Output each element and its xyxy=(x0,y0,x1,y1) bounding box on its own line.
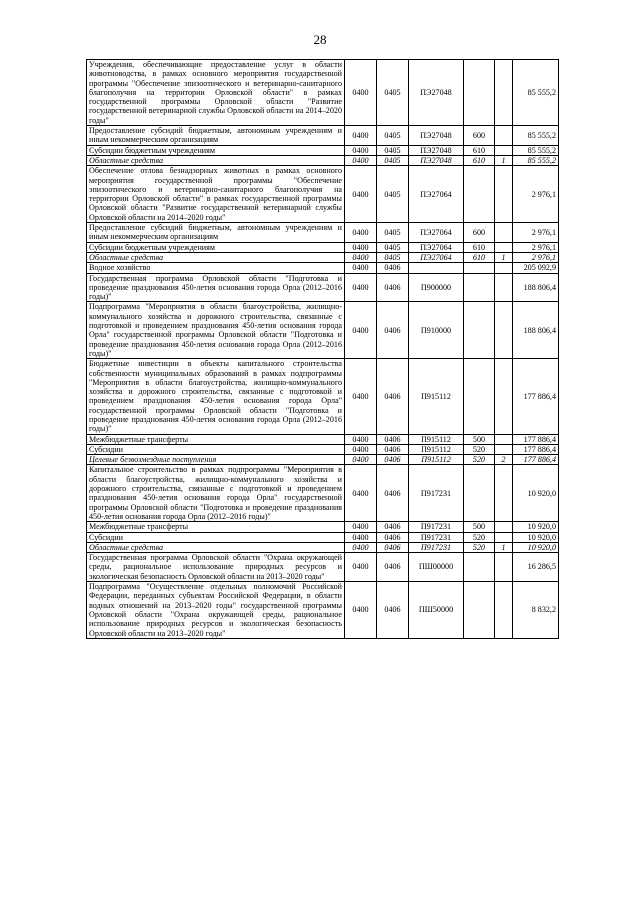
table-row xyxy=(87,582,559,639)
row-name: Государственная программа Орловской области "Охрана окружающей среды, рациональное использование природных ресурсов и экологическая безопасность Орловской области на 2013–2020 годы" xyxy=(87,553,345,582)
row-amount: 2 976,1 xyxy=(513,252,559,262)
row-source xyxy=(495,359,513,434)
table-row xyxy=(87,302,559,359)
row-expense-type: 520 xyxy=(464,455,495,465)
row-expense-type xyxy=(464,60,495,126)
table-body xyxy=(87,60,559,639)
table-row xyxy=(87,542,559,552)
budget-table xyxy=(86,59,559,639)
row-name: Предоставление субсидий бюджетным, автономным учреждениям и иным некоммерческим организациям xyxy=(87,223,345,243)
row-name: Межбюджетные трансферты xyxy=(87,522,345,532)
table-row xyxy=(87,532,559,542)
row-amount: 2 976,1 xyxy=(513,242,559,252)
row-name: Субсидии xyxy=(87,444,345,454)
row-source xyxy=(495,60,513,126)
row-name: Областные средства xyxy=(87,542,345,552)
row-name: Учреждения, обеспечивающие предоставление услуг в области животноводства, в рамках основного мероприятия государственной программы "Обеспечение эпизоотического и ветеринарно-санитарного благополучия на территории Орловской области" в рамках государственной программы Орловской области "Развитие государственной ветеринарной службы Орловской области на 2014–2020 годы" xyxy=(87,60,345,126)
row-name: Областные средства xyxy=(87,252,345,262)
row-expense-type xyxy=(464,359,495,434)
row-section: 0400 xyxy=(345,223,377,243)
row-target-article: ПЭ27064 xyxy=(409,223,464,243)
row-target-article xyxy=(409,263,464,273)
row-target-article: П910000 xyxy=(409,302,464,359)
row-source xyxy=(495,582,513,639)
row-subsection: 0405 xyxy=(377,242,409,252)
row-target-article: П917231 xyxy=(409,522,464,532)
table-row xyxy=(87,359,559,434)
row-source xyxy=(495,465,513,522)
row-source xyxy=(495,522,513,532)
row-expense-type xyxy=(464,166,495,223)
row-name: Государственная программа Орловской области "Подготовка и проведение празднования 450-летия основания города Орла (2012–2016 годы)" xyxy=(87,273,345,302)
row-section: 0400 xyxy=(345,542,377,552)
row-expense-type: 500 xyxy=(464,434,495,444)
row-expense-type xyxy=(464,465,495,522)
row-name: Субсидии xyxy=(87,532,345,542)
row-amount: 2 976,1 xyxy=(513,166,559,223)
row-source xyxy=(495,145,513,155)
row-target-article: ПЭ27064 xyxy=(409,252,464,262)
row-expense-type xyxy=(464,273,495,302)
row-target-article: П915112 xyxy=(409,434,464,444)
row-amount: 10 920,0 xyxy=(513,522,559,532)
row-target-article: ПЭ27048 xyxy=(409,126,464,146)
row-target-article: ПЭ27048 xyxy=(409,145,464,155)
row-name: Водное хозяйство xyxy=(87,263,345,273)
row-source xyxy=(495,126,513,146)
row-source xyxy=(495,532,513,542)
row-expense-type: 600 xyxy=(464,126,495,146)
row-amount: 10 920,0 xyxy=(513,532,559,542)
table-row xyxy=(87,242,559,252)
row-amount: 188 806,4 xyxy=(513,273,559,302)
row-expense-type: 520 xyxy=(464,542,495,552)
row-subsection: 0406 xyxy=(377,522,409,532)
row-subsection: 0406 xyxy=(377,434,409,444)
row-expense-type: 610 xyxy=(464,145,495,155)
row-section: 0400 xyxy=(345,263,377,273)
row-source xyxy=(495,302,513,359)
row-subsection: 0406 xyxy=(377,263,409,273)
row-subsection: 0406 xyxy=(377,359,409,434)
row-subsection: 0405 xyxy=(377,166,409,223)
row-subsection: 0406 xyxy=(377,455,409,465)
row-source xyxy=(495,242,513,252)
row-target-article: П900000 xyxy=(409,273,464,302)
row-section: 0400 xyxy=(345,166,377,223)
row-target-article: ПЭ27064 xyxy=(409,166,464,223)
row-expense-type xyxy=(464,263,495,273)
table-row xyxy=(87,60,559,126)
row-expense-type xyxy=(464,302,495,359)
row-subsection: 0405 xyxy=(377,145,409,155)
row-target-article: ПШ00000 xyxy=(409,553,464,582)
row-subsection: 0405 xyxy=(377,223,409,243)
row-amount: 2 976,1 xyxy=(513,223,559,243)
row-target-article: ПЭ27064 xyxy=(409,242,464,252)
row-target-article: ПЭ27048 xyxy=(409,60,464,126)
row-expense-type: 500 xyxy=(464,522,495,532)
row-section: 0400 xyxy=(345,126,377,146)
row-expense-type: 610 xyxy=(464,155,495,165)
row-target-article: П917231 xyxy=(409,542,464,552)
row-amount: 85 555,2 xyxy=(513,60,559,126)
row-amount: 177 886,4 xyxy=(513,444,559,454)
row-expense-type xyxy=(464,553,495,582)
row-section: 0400 xyxy=(345,434,377,444)
table-row xyxy=(87,434,559,444)
row-section: 0400 xyxy=(345,60,377,126)
row-subsection: 0405 xyxy=(377,126,409,146)
row-subsection: 0406 xyxy=(377,553,409,582)
row-name: Обеспечение отлова безнадзорных животных в рамках основного мероприятия государственной программы "Обеспечение эпизоотического и ветеринарно-санитарного благополучия на территории Орловской области" в рамках государственной программы Орловской области "Развитие государственной ветеринарной службы Орловской области на 2014–2020 годы" xyxy=(87,166,345,223)
row-name: Межбюджетные трансферты xyxy=(87,434,345,444)
row-name: Субсидии бюджетным учреждениям xyxy=(87,145,345,155)
row-amount: 177 886,4 xyxy=(513,455,559,465)
row-source: 1 xyxy=(495,155,513,165)
row-amount: 85 555,2 xyxy=(513,145,559,155)
row-source xyxy=(495,263,513,273)
table-row xyxy=(87,252,559,262)
table-row xyxy=(87,166,559,223)
row-target-article: П917231 xyxy=(409,532,464,542)
row-source xyxy=(495,553,513,582)
table-row xyxy=(87,155,559,165)
table-row xyxy=(87,444,559,454)
row-amount: 8 832,2 xyxy=(513,582,559,639)
row-section: 0400 xyxy=(345,465,377,522)
row-amount: 205 092,9 xyxy=(513,263,559,273)
row-target-article: П915112 xyxy=(409,444,464,454)
row-section: 0400 xyxy=(345,522,377,532)
table-row xyxy=(87,263,559,273)
row-name: Целевые безвозмездные поступления xyxy=(87,455,345,465)
row-amount: 177 886,4 xyxy=(513,434,559,444)
row-section: 0400 xyxy=(345,359,377,434)
row-name: Капитальное строительство в рамках подпрограммы "Мероприятия в области благоустройства, жилищно-коммунального хозяйства и дорожного строительства, связанные с подготовкой и проведением празднования 450-летия основания города Орла" государственной программы Орловской области "Подготовка и проведение празднования 450-летия основания города Орла (2012–2016 годы)" xyxy=(87,465,345,522)
table-row xyxy=(87,126,559,146)
row-amount: 10 920,0 xyxy=(513,465,559,522)
table-row xyxy=(87,223,559,243)
page-number: 28 xyxy=(313,32,327,47)
row-source xyxy=(495,434,513,444)
row-subsection: 0406 xyxy=(377,273,409,302)
row-target-article: П915112 xyxy=(409,359,464,434)
row-expense-type xyxy=(464,582,495,639)
row-section: 0400 xyxy=(345,242,377,252)
row-section: 0400 xyxy=(345,155,377,165)
row-target-article: П915112 xyxy=(409,455,464,465)
row-subsection: 0406 xyxy=(377,582,409,639)
row-source: 1 xyxy=(495,542,513,552)
row-amount: 10 920,0 xyxy=(513,542,559,552)
row-section: 0400 xyxy=(345,145,377,155)
row-section: 0400 xyxy=(345,273,377,302)
row-section: 0400 xyxy=(345,582,377,639)
row-target-article: ПШ50000 xyxy=(409,582,464,639)
row-source: 2 xyxy=(495,455,513,465)
row-section: 0400 xyxy=(345,444,377,454)
row-amount: 16 286,5 xyxy=(513,553,559,582)
table-row xyxy=(87,273,559,302)
table-row xyxy=(87,455,559,465)
row-subsection: 0406 xyxy=(377,542,409,552)
row-subsection: 0406 xyxy=(377,465,409,522)
row-name: Подпрограмма "Осуществление отдельных полномочий Российской Федерации, переданных субъектам Российской Федерации, в области водных отношений на 2013–2020 годы" государственной программы Орловской области "Охрана окружающей среды, рациональное использование природных ресурсов и экологическая безопасность Орловской области на 2013–2020 годы" xyxy=(87,582,345,639)
row-amount: 177 886,4 xyxy=(513,359,559,434)
row-section: 0400 xyxy=(345,553,377,582)
row-amount: 85 555,2 xyxy=(513,126,559,146)
row-expense-type: 520 xyxy=(464,444,495,454)
row-amount: 188 806,4 xyxy=(513,302,559,359)
table-row xyxy=(87,145,559,155)
row-source: 1 xyxy=(495,252,513,262)
row-subsection: 0405 xyxy=(377,60,409,126)
row-section: 0400 xyxy=(345,455,377,465)
row-section: 0400 xyxy=(345,252,377,262)
row-subsection: 0406 xyxy=(377,444,409,454)
row-source xyxy=(495,444,513,454)
row-source xyxy=(495,223,513,243)
row-source xyxy=(495,166,513,223)
row-expense-type: 610 xyxy=(464,242,495,252)
row-name: Областные средства xyxy=(87,155,345,165)
row-section: 0400 xyxy=(345,532,377,542)
row-name: Бюджетные инвестиции в объекты капитального строительства собственности муниципальных образований в рамках подпрограммы "Мероприятия в области благоустройства, жилищно-коммунального хозяйства и дорожного строительства, связанные с подготовкой и проведением празднования 450-летия основания города Орла" государственной программы Орловской области "Подготовка и проведение празднования 450-летия основания города Орла (2012–2016 годы)" xyxy=(87,359,345,434)
row-subsection: 0406 xyxy=(377,532,409,542)
row-target-article: ПЭ27048 xyxy=(409,155,464,165)
row-expense-type: 520 xyxy=(464,532,495,542)
row-name: Подпрограмма "Мероприятия в области благоустройства, жилищно-коммунального хозяйства и дорожного строительства, связанные с подготовкой и проведением празднования 450-летия основания города Орла" государственной программы Орловской области "Подготовка и проведение празднования 450-летия основания города Орла (2012–2016 годы)" xyxy=(87,302,345,359)
table-row xyxy=(87,465,559,522)
row-section: 0400 xyxy=(345,302,377,359)
row-subsection: 0406 xyxy=(377,302,409,359)
table-row xyxy=(87,553,559,582)
row-name: Предоставление субсидий бюджетным, автономным учреждениям и иным некоммерческим организациям xyxy=(87,126,345,146)
row-source xyxy=(495,273,513,302)
row-amount: 85 555,2 xyxy=(513,155,559,165)
row-expense-type: 610 xyxy=(464,252,495,262)
row-subsection: 0405 xyxy=(377,252,409,262)
row-name: Субсидии бюджетным учреждениям xyxy=(87,242,345,252)
row-target-article: П917231 xyxy=(409,465,464,522)
row-expense-type: 600 xyxy=(464,223,495,243)
row-subsection: 0405 xyxy=(377,155,409,165)
table-row xyxy=(87,522,559,532)
